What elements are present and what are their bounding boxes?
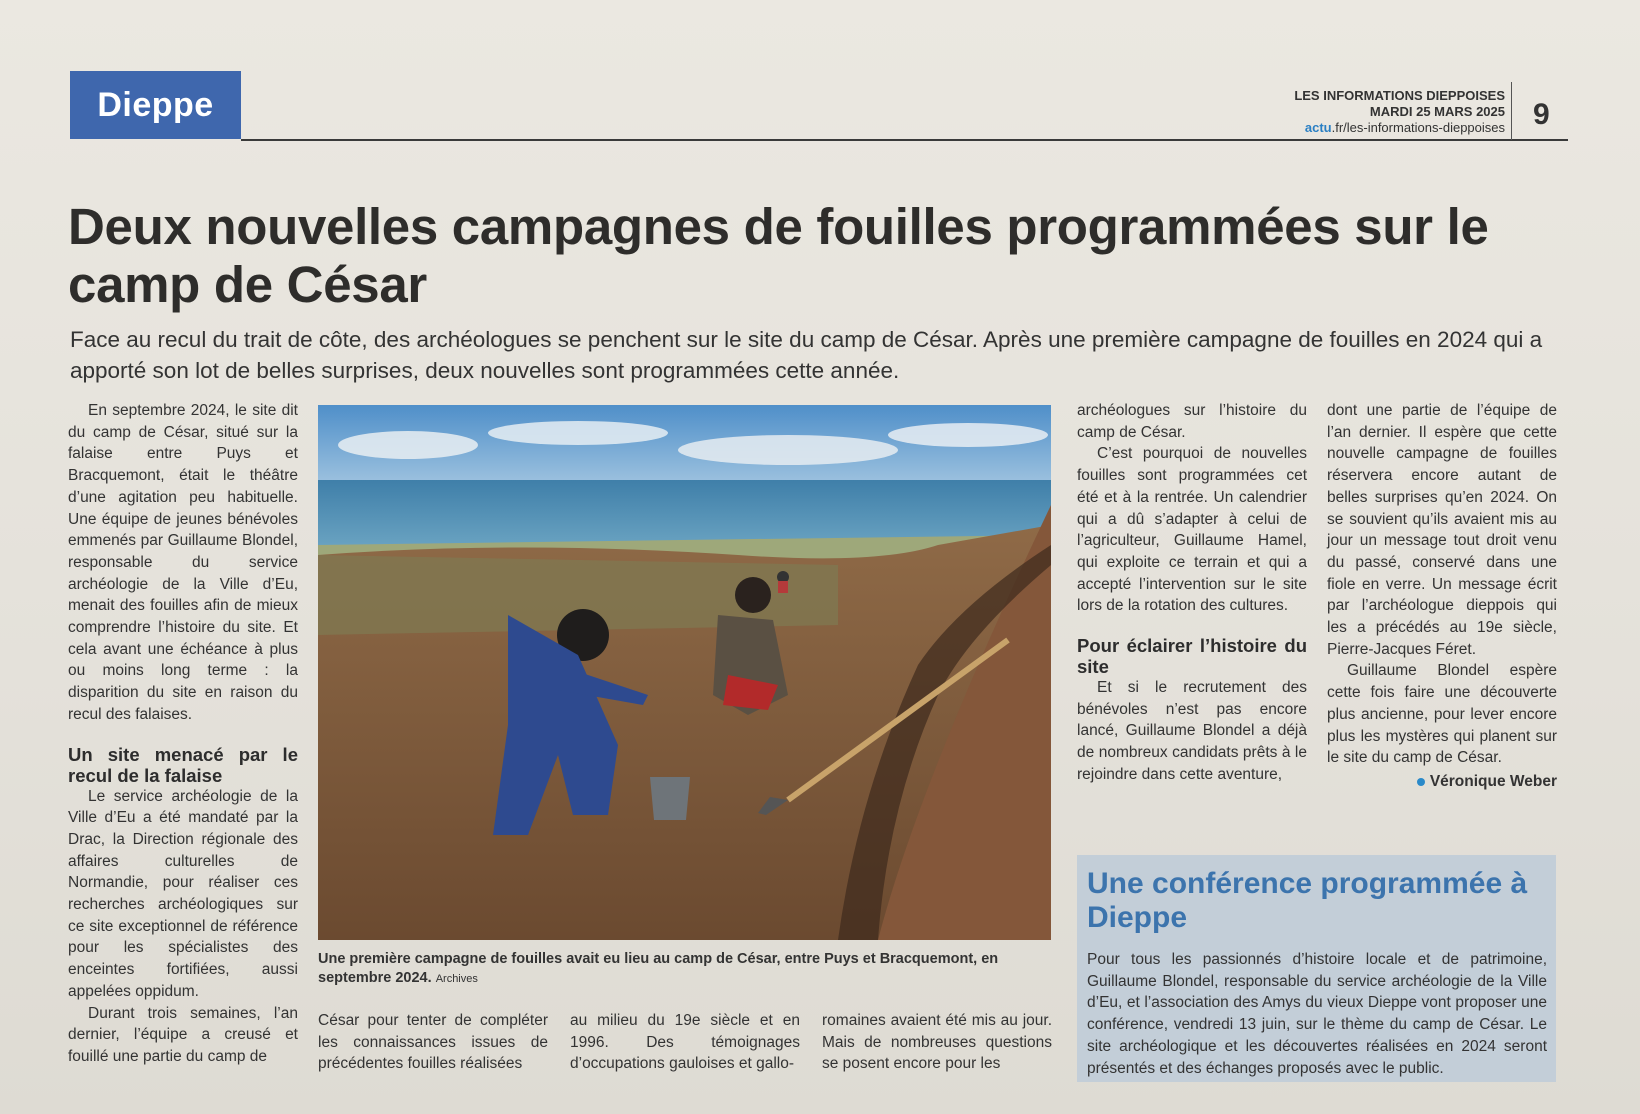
box-title: Une conférence programmée à Dieppe (1087, 867, 1528, 934)
article-column-2 (318, 1010, 548, 1075)
bullet-icon (1417, 778, 1425, 786)
header-separator (1511, 82, 1512, 140)
paragraph: En septembre 2024, le site dit du camp de César, situé sur la falaise entre Puys et Bracquemont, était le théâtre d’une agitation peu habituelle. Une équipe de jeunes bénévoles emmenés par Guillaume Blondel, responsable du service archéologie de la Ville d’Eu, menait des fouilles afin de mieux comprendre l’histoire du site. Et cela avant une échéance à plus ou moins long terme : la disparition du site en raison du recul des falaises. (68, 402, 298, 723)
headline: Deux nouvelles campagnes de fouilles programmées sur le camp de César (68, 198, 1489, 313)
header-rule (241, 139, 1568, 141)
paragraph: au milieu du 19e siècle et en 1996. Des témoignages d’occupations gauloises et gallo- (570, 1012, 800, 1073)
article-column-6 (1327, 400, 1557, 793)
paragraph: César pour tenter de compléter les connaissances issues de précédentes fouilles réalisées (318, 1012, 548, 1073)
section-tag: Dieppe (70, 71, 241, 139)
publication-date: MARDI 25 MARS 2025 (1369, 104, 1505, 119)
paragraph: Guillaume Blondel espère cette fois faire une découverte plus ancienne, pour lever encore plus les mystères qui planent sur le site du camp de César. (1327, 662, 1557, 767)
box-body: Pour tous les passionnés d’histoire locale et de patrimoine, Guillaume Blondel, responsable du service archéologie de la Ville d’Eu, et l’association des Amys du vieux Dieppe vont proposer une conférence, vendredi 13 juin, sur le thème du camp de César. Le site archéologique et les découvertes réalisées en 2024 seront présentés et des échanges proposés avec le public. (1087, 951, 1547, 1077)
author-name: Véronique Weber (1429, 772, 1557, 790)
standfirst: Face au recul du trait de côte, des archéologues se penchent sur le site du camp de César. Après une première campagne de fouilles en 2024 qui a apporté son lot de belles surprises, deux nouvelles sont programmées cette année. (70, 327, 1543, 383)
photo-caption (318, 950, 1058, 989)
article-photo (318, 405, 1051, 940)
article-column-4 (822, 1010, 1052, 1075)
conference-box (1077, 855, 1556, 1082)
author-signature (1327, 771, 1557, 793)
publication-info (1294, 88, 1505, 136)
caption-credit: Archives (435, 973, 478, 985)
publication-name: LES INFORMATIONS DIEPPOISES (1294, 88, 1505, 103)
caption-text: Une première campagne de fouilles avait eu lieu au camp de César, entre Puys et Bracquemont, en septembre 2024. (318, 951, 999, 986)
paragraph: C’est pourquoi de nouvelles fouilles sont programmées cet été et à la rentrée. Un calendrier qui a dû s’adapter à celui de l’agriculteur, Guillaume Hamel, qui exploite ce terrain et qui a accepté l’intervention sur le site lors de la rotation des cultures. (1077, 445, 1307, 615)
publication-url (1294, 120, 1505, 136)
article-column-3 (570, 1010, 800, 1075)
paragraph: archéologues sur l’histoire du camp de César. (1077, 402, 1307, 441)
url-path: .fr/les-informations-dieppoises (1331, 120, 1505, 135)
paragraph: Durant trois semaines, l’an dernier, l’équipe a creusé et fouillé une partie du camp de (68, 1004, 298, 1065)
paragraph: Et si le recrutement des bénévoles n’est pas encore lancé, Guillaume Blondel a déjà de nombreux candidats prêts à le rejoindre dans cette aventure, (1077, 679, 1307, 783)
article-column-5 (1077, 400, 1307, 786)
paragraph: Le service archéologie de la Ville d’Eu a été mandaté par la Drac, la Direction régionale des affaires culturelles de Normandie, pour réaliser ces recherches archéologiques sur ce site exceptionnel de référence pour les spécialistes des enceintes fortifiées, aussi appelées oppidum. (68, 787, 298, 1000)
excavation-photo (318, 405, 1051, 940)
subheading: Un site menacé par le recul de la falaise (68, 743, 298, 786)
page-number: 9 (1533, 98, 1550, 131)
paragraph: dont une partie de l’équipe de l’an dernier. Il espère que cette nouvelle campagne de fouilles réservera encore autant de belles surprises qu’en 2024. On se souvient qu’ils avaient mis au jour un message tout droit venu du passé, conservé dans une fiole en verre. Un message écrit par l’archéologue dieppois qui les a précédés au 19e siècle, Pierre-Jacques Féret. (1327, 402, 1557, 658)
url-domain: actu (1304, 120, 1332, 135)
subheading: Pour éclairer l’histoire du site (1077, 635, 1307, 678)
paragraph: romaines avaient été mis au jour. Mais de nombreuses questions se posent encore pour les (822, 1012, 1052, 1073)
article-column-1 (68, 400, 298, 1068)
